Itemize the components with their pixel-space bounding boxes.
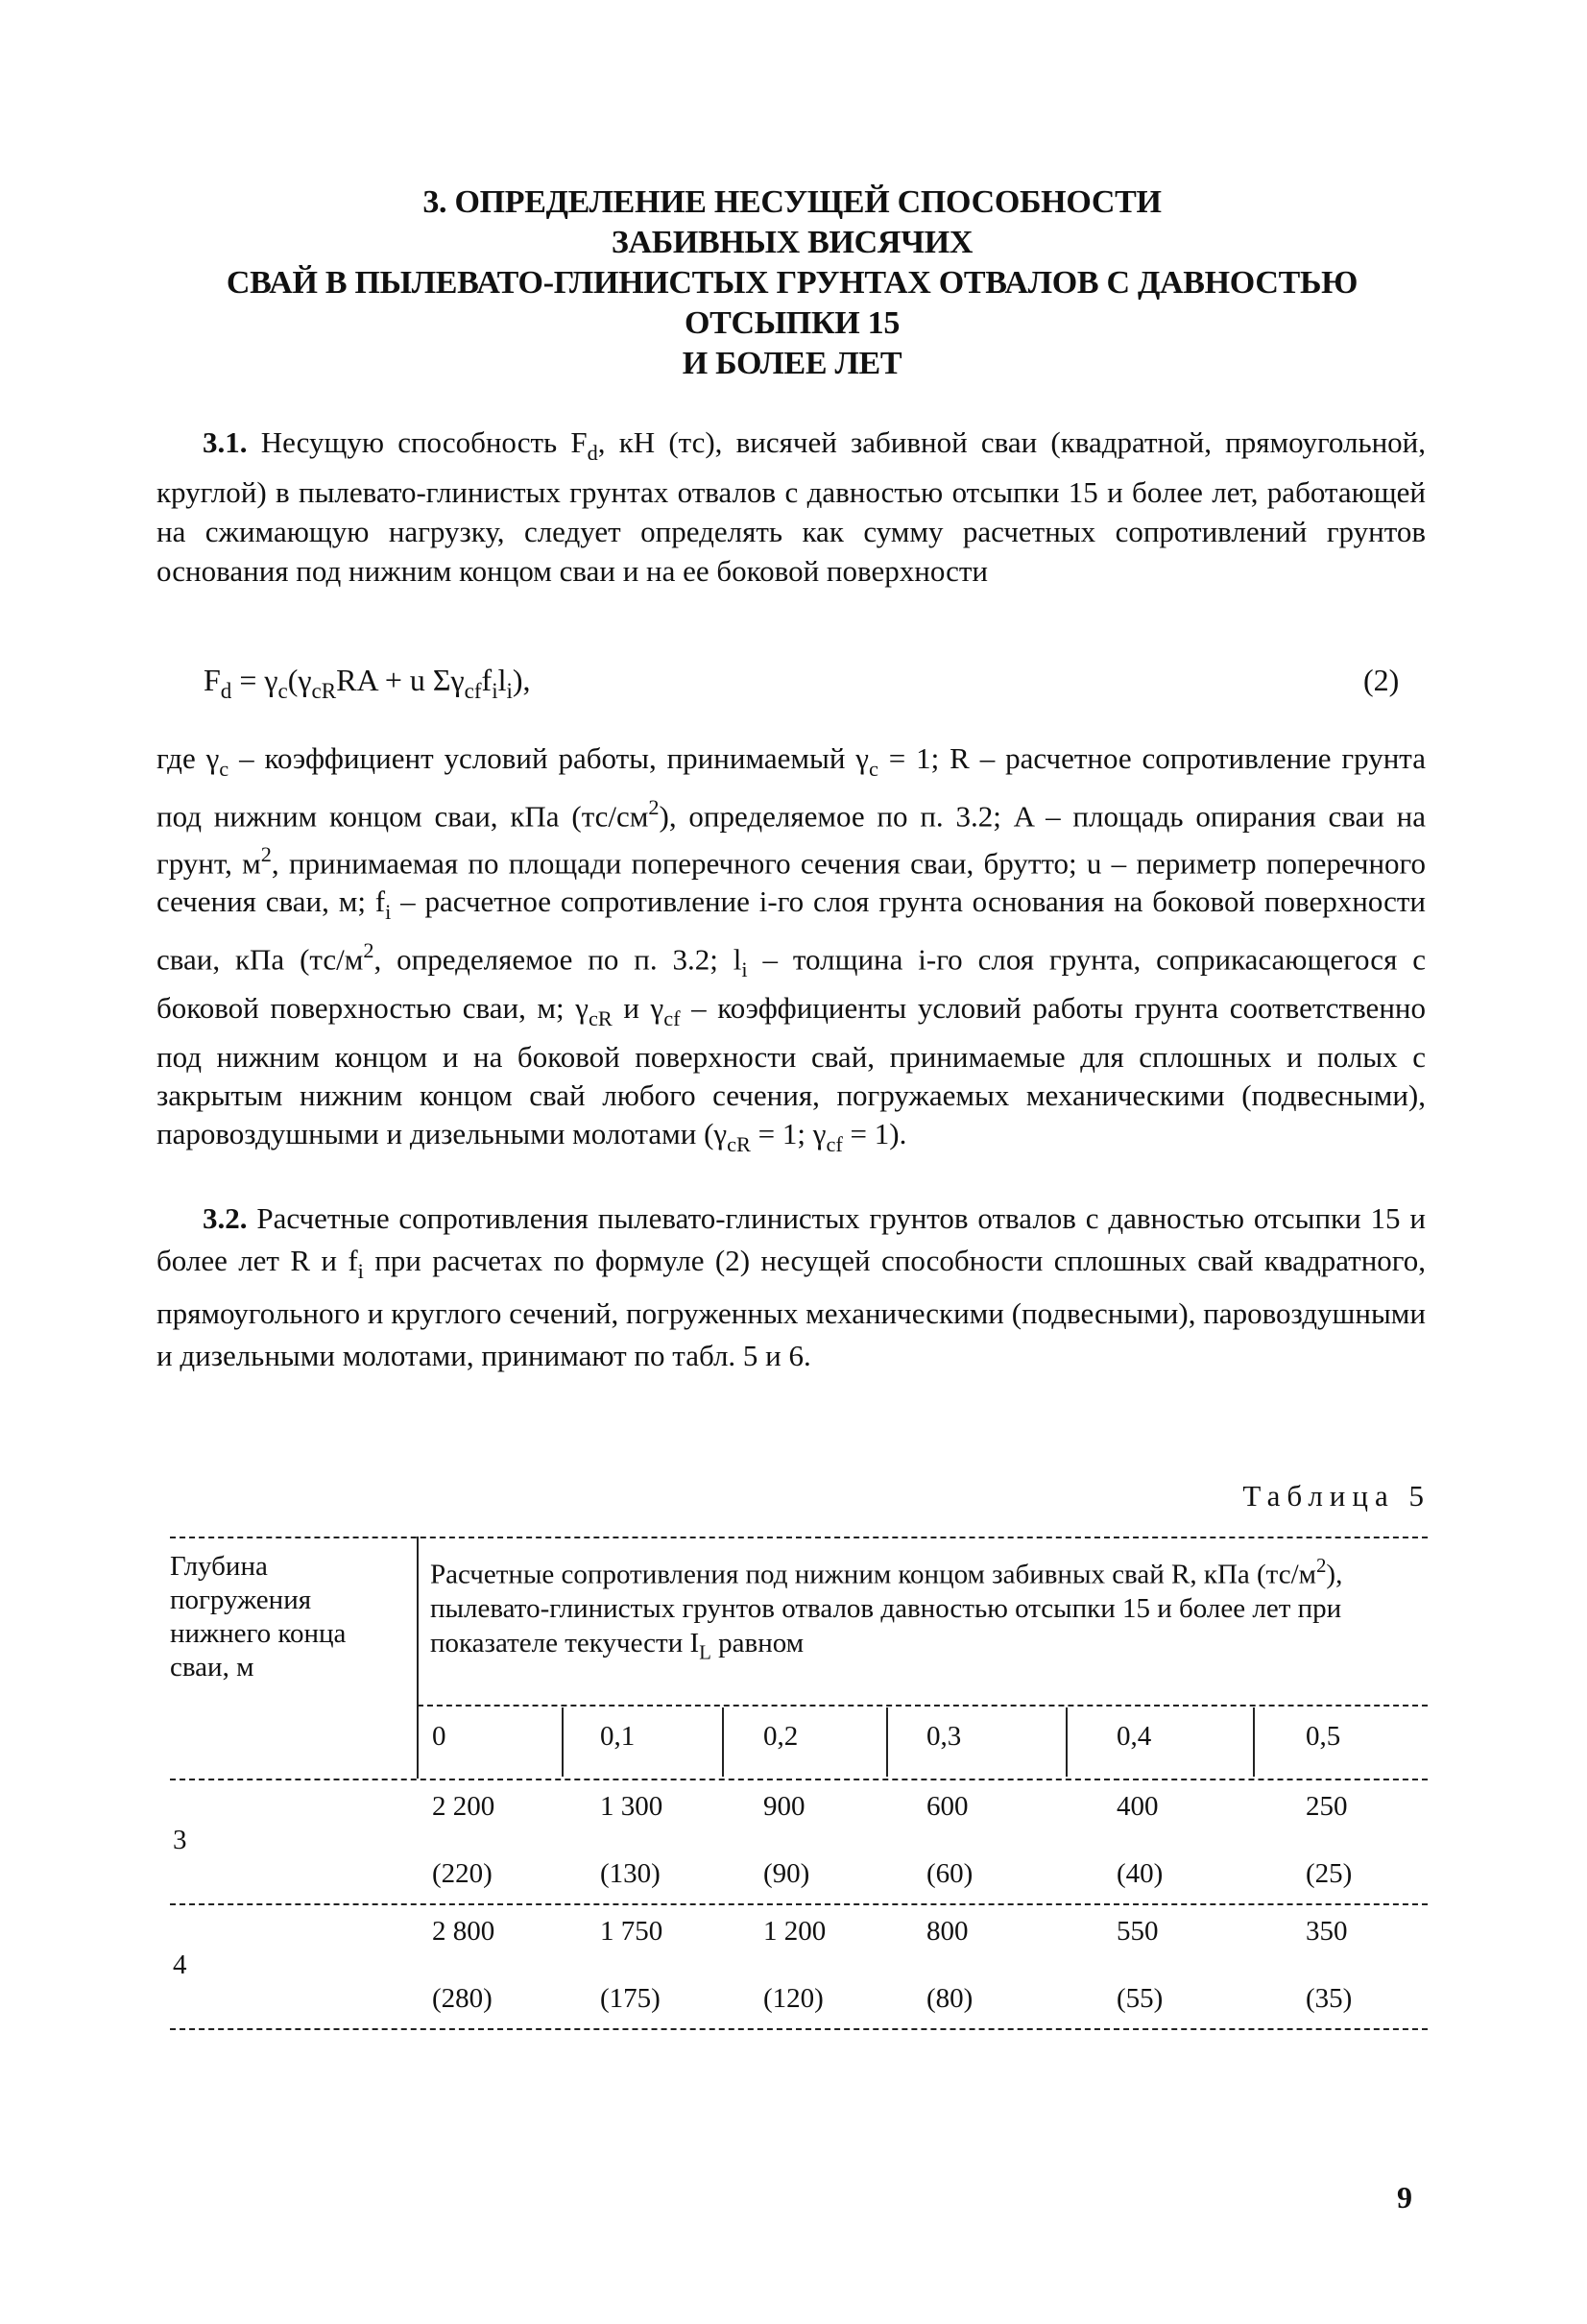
formula-part: cR: [311, 678, 337, 704]
table-rule-row-1: [170, 1903, 1428, 1905]
table-cell: 2 800: [432, 1916, 495, 1947]
heading-line-1: 3. ОПРЕДЕЛЕНИЕ НЕСУЩЕЙ СПОСОБНОСТИ: [422, 184, 1162, 220]
header-sup: 2: [1315, 1554, 1327, 1577]
table-rule-vertical: [562, 1707, 564, 1777]
table-cell-tc: (80): [926, 1983, 974, 2014]
table-cell-tc: (40): [1117, 1858, 1164, 1889]
expl-sub: cR: [727, 1131, 751, 1156]
table-rule-vertical: [1253, 1707, 1255, 1777]
expl-sub: cf: [826, 1131, 843, 1156]
table-cell: 800: [926, 1916, 969, 1947]
expl-sub: cf: [663, 1005, 681, 1030]
formula-2: [204, 663, 531, 704]
expl-text: = 1; γ: [750, 1116, 827, 1150]
table-cell: 600: [926, 1791, 969, 1822]
expl-text: = 1).: [842, 1116, 907, 1150]
column-header: 0,1: [600, 1721, 636, 1752]
expl-text: где γ: [156, 741, 220, 775]
page-number: 9: [1397, 2180, 1412, 2215]
formula-part: F: [204, 663, 221, 697]
header-sub: L: [699, 1640, 711, 1664]
table-header-resistance: [430, 1548, 1429, 1670]
section-heading: [154, 182, 1431, 384]
expl-text: – толщина i-го слоя грунта, соприкасающегося с боковой поверхностью сваи, м; γ: [156, 942, 1426, 1026]
paragraph-3-2: [156, 1198, 1426, 1377]
expl-sup: 2: [260, 842, 272, 867]
table-cell: 1 300: [600, 1791, 663, 1822]
expl-sub: cR: [588, 1005, 613, 1030]
heading-line-2: ЗАБИВНЫХ ВИСЯЧИХ: [611, 225, 974, 260]
table-cell-tc: (280): [432, 1983, 493, 2014]
formula-part: ),: [512, 663, 531, 697]
para-3-2-text-b: при расчетах по формуле (2) несущей способности сплошных свай квадратного, прямоугольного и круглого сечений, погруженных механическими (подвесными), паровоздушными и дизельными молотами, принимают по табл. 5 и 6.: [156, 1244, 1426, 1372]
table-rule-header: [418, 1705, 1428, 1707]
table-cell: 2 200: [432, 1791, 495, 1822]
heading-line-5: И БОЛЕЕ ЛЕТ: [682, 346, 902, 381]
column-header: 0,5: [1306, 1721, 1341, 1752]
formula-part: l: [497, 663, 507, 697]
table-cell-tc: (120): [763, 1983, 824, 2014]
table-rule-vertical: [417, 1537, 419, 1779]
expl-text: ), определяемое по п. 3.2; A – площадь опирания сваи на грунт, м: [156, 799, 1426, 881]
heading-line-3: СВАЙ В ПЫЛЕВАТО-ГЛИНИСТЫХ ГРУНТАХ ОТВАЛОВ С ДАВНОСТЬЮ: [226, 265, 1359, 301]
table-cell-tc: (35): [1306, 1983, 1353, 2014]
table-row-depth: 4: [173, 1949, 187, 1980]
clause-number-3-2: 3.2.: [203, 1201, 248, 1235]
table-header-depth: Глубина погружения нижнего конца сваи, м: [170, 1551, 347, 1682]
para-3-2-sub: i: [357, 1258, 364, 1283]
table-rule-vertical: [722, 1707, 724, 1777]
expl-text: – коэффициент условий работы, принимаемый γ: [228, 741, 869, 775]
table-cell: 900: [763, 1791, 806, 1822]
table-cell-tc: (175): [600, 1983, 661, 2014]
para-3-1-text-a: Несущую способность F: [260, 425, 588, 459]
expl-text: и γ: [612, 991, 664, 1026]
column-header: 0,4: [1117, 1721, 1152, 1752]
table-rule-head-bottom: [170, 1779, 1428, 1780]
formula-part: (γ: [287, 663, 312, 697]
expl-text: , принимаемая по площади поперечного сечения сваи, брутто; u – периметр поперечного сечения сваи, м; f: [156, 846, 1427, 919]
table-rule-bottom: [170, 2028, 1428, 2030]
formula-part: c: [277, 678, 288, 704]
table-rule-vertical: [886, 1707, 888, 1777]
column-header: 0: [432, 1721, 446, 1752]
expl-sub: i: [385, 900, 392, 925]
table-cell-tc: (130): [600, 1858, 661, 1889]
table-cell-tc: (55): [1117, 1983, 1164, 2014]
expl-sub: c: [869, 756, 878, 781]
table-caption: Таблица 5: [1242, 1479, 1431, 1513]
table-cell-tc: (60): [926, 1858, 974, 1889]
header-text: ), пылевато-глинистых грунтов отвалов давностью отсыпки 15 и более лет при показателе текучести I: [430, 1559, 1343, 1659]
expl-sub: c: [219, 756, 229, 781]
formula-part: i: [506, 678, 513, 704]
expl-sub: i: [741, 957, 748, 982]
table-cell-tc: (90): [763, 1858, 810, 1889]
table-rule-top: [170, 1537, 1428, 1538]
table-row-depth: 3: [173, 1825, 187, 1855]
clause-number-3-1: 3.1.: [203, 425, 248, 459]
table-rule-vertical: [1066, 1707, 1068, 1777]
table-cell-tc: (220): [432, 1858, 493, 1889]
column-header: 0,2: [763, 1721, 799, 1752]
formula-part: i: [492, 678, 498, 704]
expl-sup: 2: [363, 938, 374, 963]
header-text: Расчетные сопротивления под нижним концом забивных свай R, кПа (тс/м: [430, 1559, 1316, 1590]
heading-line-4: ОТСЫПКИ 15: [684, 305, 901, 341]
table-cell-tc: (25): [1306, 1858, 1353, 1889]
table-cell: 250: [1306, 1791, 1348, 1822]
formula-number: (2): [1363, 663, 1400, 697]
formula-explanation: [156, 739, 1426, 1164]
table-cell: 350: [1306, 1916, 1348, 1947]
formula-part: RA + u Σγ: [336, 663, 465, 697]
column-header: 0,3: [926, 1721, 962, 1752]
para-3-1-text-b: , кН (тс), висячей забивной сваи (квадратной, прямоугольной, круглой) в пылевато-глинистых грунтах отвалов с давностью отсыпки 15 и более лет, работающей на сжимающую нагрузку, следует определять как сумму расчетных сопротивлений грунтов основания под нижним концом сваи и на ее боковой поверхности: [156, 425, 1427, 588]
expl-text: = 1; R – расчетное сопротивление грунта под нижним концом сваи, кПа (тс/см: [156, 741, 1426, 834]
table-cell: 400: [1117, 1791, 1159, 1822]
paragraph-3-1: [156, 423, 1426, 591]
header-text: равном: [710, 1628, 805, 1659]
expl-text: – расчетное сопротивление i-го слоя грунта основания на боковой поверхности сваи, кПа (тс/м: [156, 884, 1426, 977]
formula-part: cf: [464, 678, 482, 704]
expl-text: , определяемое по п. 3.2; l: [373, 942, 742, 977]
expl-text: – коэффициенты условий работы грунта соответственно под нижним концом и на боковой поверхности свай, принимаемые для сплошных и полых с закрытым нижним концом свай любого сечения, погружаемых механическими (подвесными), паровоздушными и дизельными молотами (γ: [156, 991, 1426, 1150]
table-cell: 1 750: [600, 1916, 663, 1947]
para-3-2-text-a: Расчетные сопротивления пылевато-глинистых грунтов отвалов с давностью отсыпки 15 и более лет R и f: [156, 1201, 1426, 1277]
table-cell: 1 200: [763, 1916, 827, 1947]
formula-part: = γ: [231, 663, 278, 697]
formula-part: d: [220, 678, 232, 704]
para-3-1-sub: d: [587, 440, 598, 465]
table-cell: 550: [1117, 1916, 1159, 1947]
formula-part: f: [481, 663, 493, 697]
expl-sup: 2: [648, 794, 660, 819]
